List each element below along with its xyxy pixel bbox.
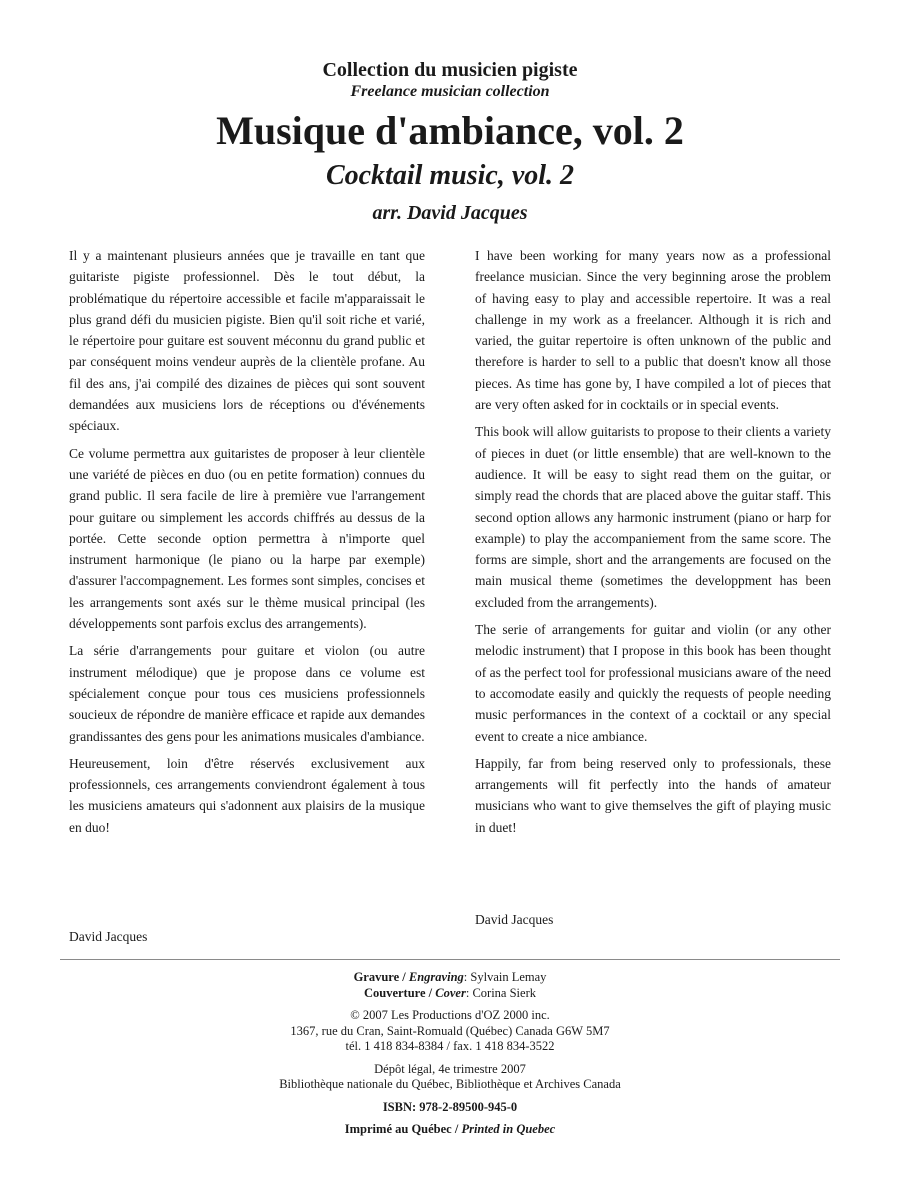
cover-label-en: Cover xyxy=(435,985,466,1000)
english-paragraph: This book will allow guitarists to propose to their clients a variety of pieces in duet (or little ensemble) that are well-known to the audience. It will be easy to sight read them on the guitar, or simply read the chords that are placed above the guitar staff. This second option allows any harmonic instrument (piano or harp for example) to play the accompaniement from the same score. The forms are simple, short and the arrangements are focused on the main musical theme (sometimes the developpment has been excluded from the arrangements). xyxy=(475,424,831,610)
french-paragraph: Ce volume permettra aux guitaristes de proposer à leur clientèle une variété de pièces en duo (ou en petite formation) connues du grand public. Il sera facile de lire à première vue l'arrangement pour guitare ou simplement les accords chiffrés au dessus de la portée. Cette seconde option permettra à n'importe quel instrument harmonique (le piano ou la harpe par exemple) d'assurer l'accompagnement. Les formes sont simples, concises et les arrangements sont axés sur le thème musical principal (les développements sont parfois exclus des arrangements). xyxy=(69,445,425,632)
phone-fax: tél. 1 418 834-8384 / fax. 1 418 834-3522 xyxy=(345,1039,555,1053)
cover-label-fr: Couverture xyxy=(363,985,426,1000)
library: Bibliothèque nationale du Québec, Bibliothèque et Archives Canada xyxy=(279,1077,621,1091)
french-paragraph: Heureusement, loin d'être réservés exclusivement aux professionnels, ces arrangements conviendront également à tous les musiciens amateurs qui s'adonnent aux plaisirs de la musique en duo! xyxy=(69,755,425,835)
french-column xyxy=(69,245,425,844)
french-paragraph: Il y a maintenant plusieurs années que je travaille en tant que guitariste pigiste professionnel. Dès le tout début, la problématique du répertoire accessible et facile m'apparaissait le plus grand défi du musicien pigiste. Bien qu'il soit riche et varié, le répertoire pour guitare est souvent méconnu du grand public et par conséquent moins vendeur auprès de la clientèle profane. Au fil des ans, j'ai compilé des dizaines de pièces qui sont souvent demandées aux musiciens lors de réceptions ou d'événements spéciaux. xyxy=(69,248,425,434)
divider xyxy=(60,959,840,960)
engraving-label-fr: Gravure xyxy=(353,970,400,984)
arranger: arr. David Jacques xyxy=(372,202,528,224)
engraving-credit: Gravure / Engraving: Sylvain Lemay xyxy=(353,970,547,984)
cover-name: Corina Sierk xyxy=(472,985,536,1000)
french-paragraph: La série d'arrangements pour guitare et violon (ou autre instrument mélodique) que je propose dans ce volume est spécialement conçue pour tous ces musiciens professionnels soucieux de répondre de manière efficace et rapide aux demandes grandissantes des gens pour les animations musicales d'ambiance. xyxy=(69,643,425,744)
collection-title: Collection du musicien pigiste xyxy=(322,59,578,81)
english-paragraph: Happily, far from being reserved only to professionals, these arrangements will fit perfectly into the hands of amateur musicians who want to give themselves the gift of playing music in duet! xyxy=(475,755,831,835)
printed-in: Imprimé au Québec / Printed in Quebec xyxy=(344,1122,556,1136)
isbn: ISBN: 978-2-89500-945-0 xyxy=(382,1099,518,1114)
legal-deposit: Dépôt légal, 4e trimestre 2007 xyxy=(374,1061,526,1076)
credits xyxy=(0,970,900,1138)
printed-en: Printed in Quebec xyxy=(461,1122,556,1136)
engraving-label-en: Engraving xyxy=(408,970,464,984)
english-paragraph: The serie of arrangements for guitar and violin (or any other melodic instrument) that I propose in this book has been thought of as the perfect tool for professional musicians aware of the need to accomodate easily and quickly the requests of people needing music performances in the context of a cocktail or any special event to create a nice ambiance. xyxy=(475,622,831,744)
engraving-name: Sylvain Lemay xyxy=(470,970,547,984)
french-signature: David Jacques xyxy=(69,929,148,944)
header xyxy=(0,58,900,225)
printed-fr: Imprimé au Québec xyxy=(344,1122,452,1136)
page-title: Musique d'ambiance, vol. 2 xyxy=(216,108,684,153)
copyright: © 2007 Les Productions d'OZ 2000 inc. xyxy=(350,1008,550,1022)
collection-title-en: Freelance musician collection xyxy=(350,83,550,100)
english-column xyxy=(475,245,831,844)
address: 1367, rue du Cran, Saint-Romuald (Québec) Canada G6W 5M7 xyxy=(290,1023,610,1038)
cover-credit: Couverture / Cover: Corina Sierk xyxy=(363,985,536,1000)
english-paragraph: I have been working for many years now as a professional freelance musician. Since the very beginning arose the problem of having easy to play and accessible repertoire. It was a real challenge in my work as a freelancer. Although it is rich and varied, the guitar repertoire is often unknown of the public and therefore is harder to sell to a public that doesn't know all those pieces. As time has gone by, I have compiled a lot of pieces that are very often asked for in cocktails or in special events. xyxy=(475,248,831,413)
page-subtitle: Cocktail music, vol. 2 xyxy=(325,160,575,191)
english-signature: David Jacques xyxy=(475,912,554,927)
